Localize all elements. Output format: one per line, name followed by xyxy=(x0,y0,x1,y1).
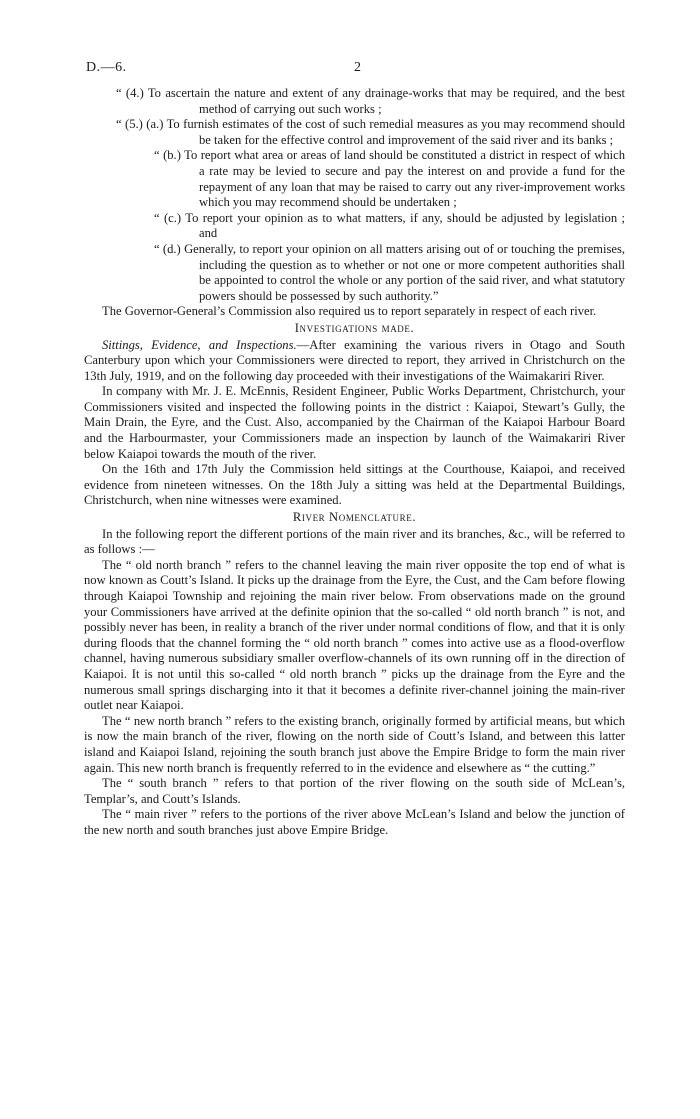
document-reference: D.—6. xyxy=(86,60,127,75)
commission-paragraph: The Governor-General’s Commission also required us to report separately in respect of each river. xyxy=(102,304,597,319)
page-body xyxy=(84,86,625,839)
new-north-branch-paragraph: The “ new north branch ” refers to the existing branch, originally formed by artificial means, but which is now the main branch of the river, flowing on the north side of Coutt’s Island, and between this latter island and Kaiapoi Island, rejoining the south branch just above the Empire Bridge to form the main river again. This new north branch is frequently referred to in the evidence and elsewhere as “ the cutting.” xyxy=(84,713,625,775)
following-report-paragraph: In the following report the different portions of the main river and its branches, &c., will be referred to as follows :— xyxy=(84,526,625,557)
old-north-branch-paragraph: The “ old north branch ” refers to the channel leaving the main river opposite the top end of what is now known as Coutt’s Island. It picks up the drainage from the Eyre, the Cust, and the Cam before flowing through Kaiapoi Township and rejoining the main river below. From observations made on the ground your Commissioners have arrived at the definite opinion that the so-called “ old north branch ” is not, and possibly never has been, in reality a branch of the river under normal conditions of flow, and that it is only during floods that the channel forming the “ old north branch ” comes into active use as a flood-overflow channel, having numerous subsidiary smaller overflow-channels of its own running off in the direction of Kaiapoi. It is not until this so-called “ old north branch ” picks up the drainage from the Eyre and the numerous small springs discharging into it that it becomes a definite river-channel joining the main-river outlet near Kaiapoi. xyxy=(84,557,625,713)
company-paragraph: In company with Mr. J. E. McEnnis, Resident Engineer, Public Works Department, Christchurch, your Commissioners visited and inspected the following points in the district : Kaiapoi, Stewart’s Gully, the Main Drain, the Eyre, and the Cust. Also, accompanied by the Chairman of the Kaiapoi Harbour Board and the Harbourmaster, your Commissioners made an inspection by launch of the Waimakariri River below Kaiapoi towards the mouth of the river. xyxy=(84,384,625,461)
section-heading-nomenclature: River Nomenclature. xyxy=(292,510,417,525)
clause-5a: “ (5.) (a.) To furnish estimates of the cost of such remedial measures as you may recommend should be taken for the effective control and improvement of the said river and its banks ; xyxy=(116,117,625,147)
clause-4: “ (4.) To ascertain the nature and extent of any drainage-works that may be required, and the best method of carrying out such works ; xyxy=(116,86,625,116)
sittings-body: —After examining the various rivers in Otago and South Canterbury upon which your Commissioners were directed to report, they arrived in Christchurch on the 13th July, 1919, and on the following day proceeded with their investigations of the Waimakariri River. xyxy=(84,337,625,383)
page-number: 2 xyxy=(354,60,361,75)
clause-5d: “ (d.) Generally, to report your opinion on all matters arising out of or touching the premises, including the question as to whether or not one or more competent authorities shall be appointed to control the whole or any portion of the said river, and what statutory powers should be possessed by such authority.” xyxy=(154,241,625,303)
main-river-paragraph: The “ main river ” refers to the portions of the river above McLean’s Island and below the junction of the new north and south branches just above Empire Bridge. xyxy=(84,807,625,837)
clause-5c: “ (c.) To report your opinion as to what matters, if any, should be adjusted by legislation ; and xyxy=(154,210,625,241)
south-branch-paragraph: The “ south branch ” refers to that portion of the river flowing on the south side of McLean’s, Templar’s, and Coutt’s Islands. xyxy=(84,776,625,806)
sittings-dates-paragraph: On the 16th and 17th July the Commission held sittings at the Courthouse, Kaiapoi, and received evidence from nineteen witnesses. On the 18th July a sitting was held at the Departmental Buildings, Christchurch, when nine witnesses were examined. xyxy=(84,462,625,508)
sittings-paragraph xyxy=(84,338,625,385)
clause-5b: “ (b.) To report what area or areas of land should be constituted a district in respect of which a rate may be levied to secure and pay the interest on and provide a fund for the repayment of any loan that may be raised to carry out any river-improvement works which you may recommend should be undertaken ; xyxy=(154,148,625,210)
page-header xyxy=(86,60,626,78)
section-heading-investigations: Investigations made. xyxy=(294,320,415,335)
sittings-lead: Sittings, Evidence, and Inspections. xyxy=(102,337,297,352)
